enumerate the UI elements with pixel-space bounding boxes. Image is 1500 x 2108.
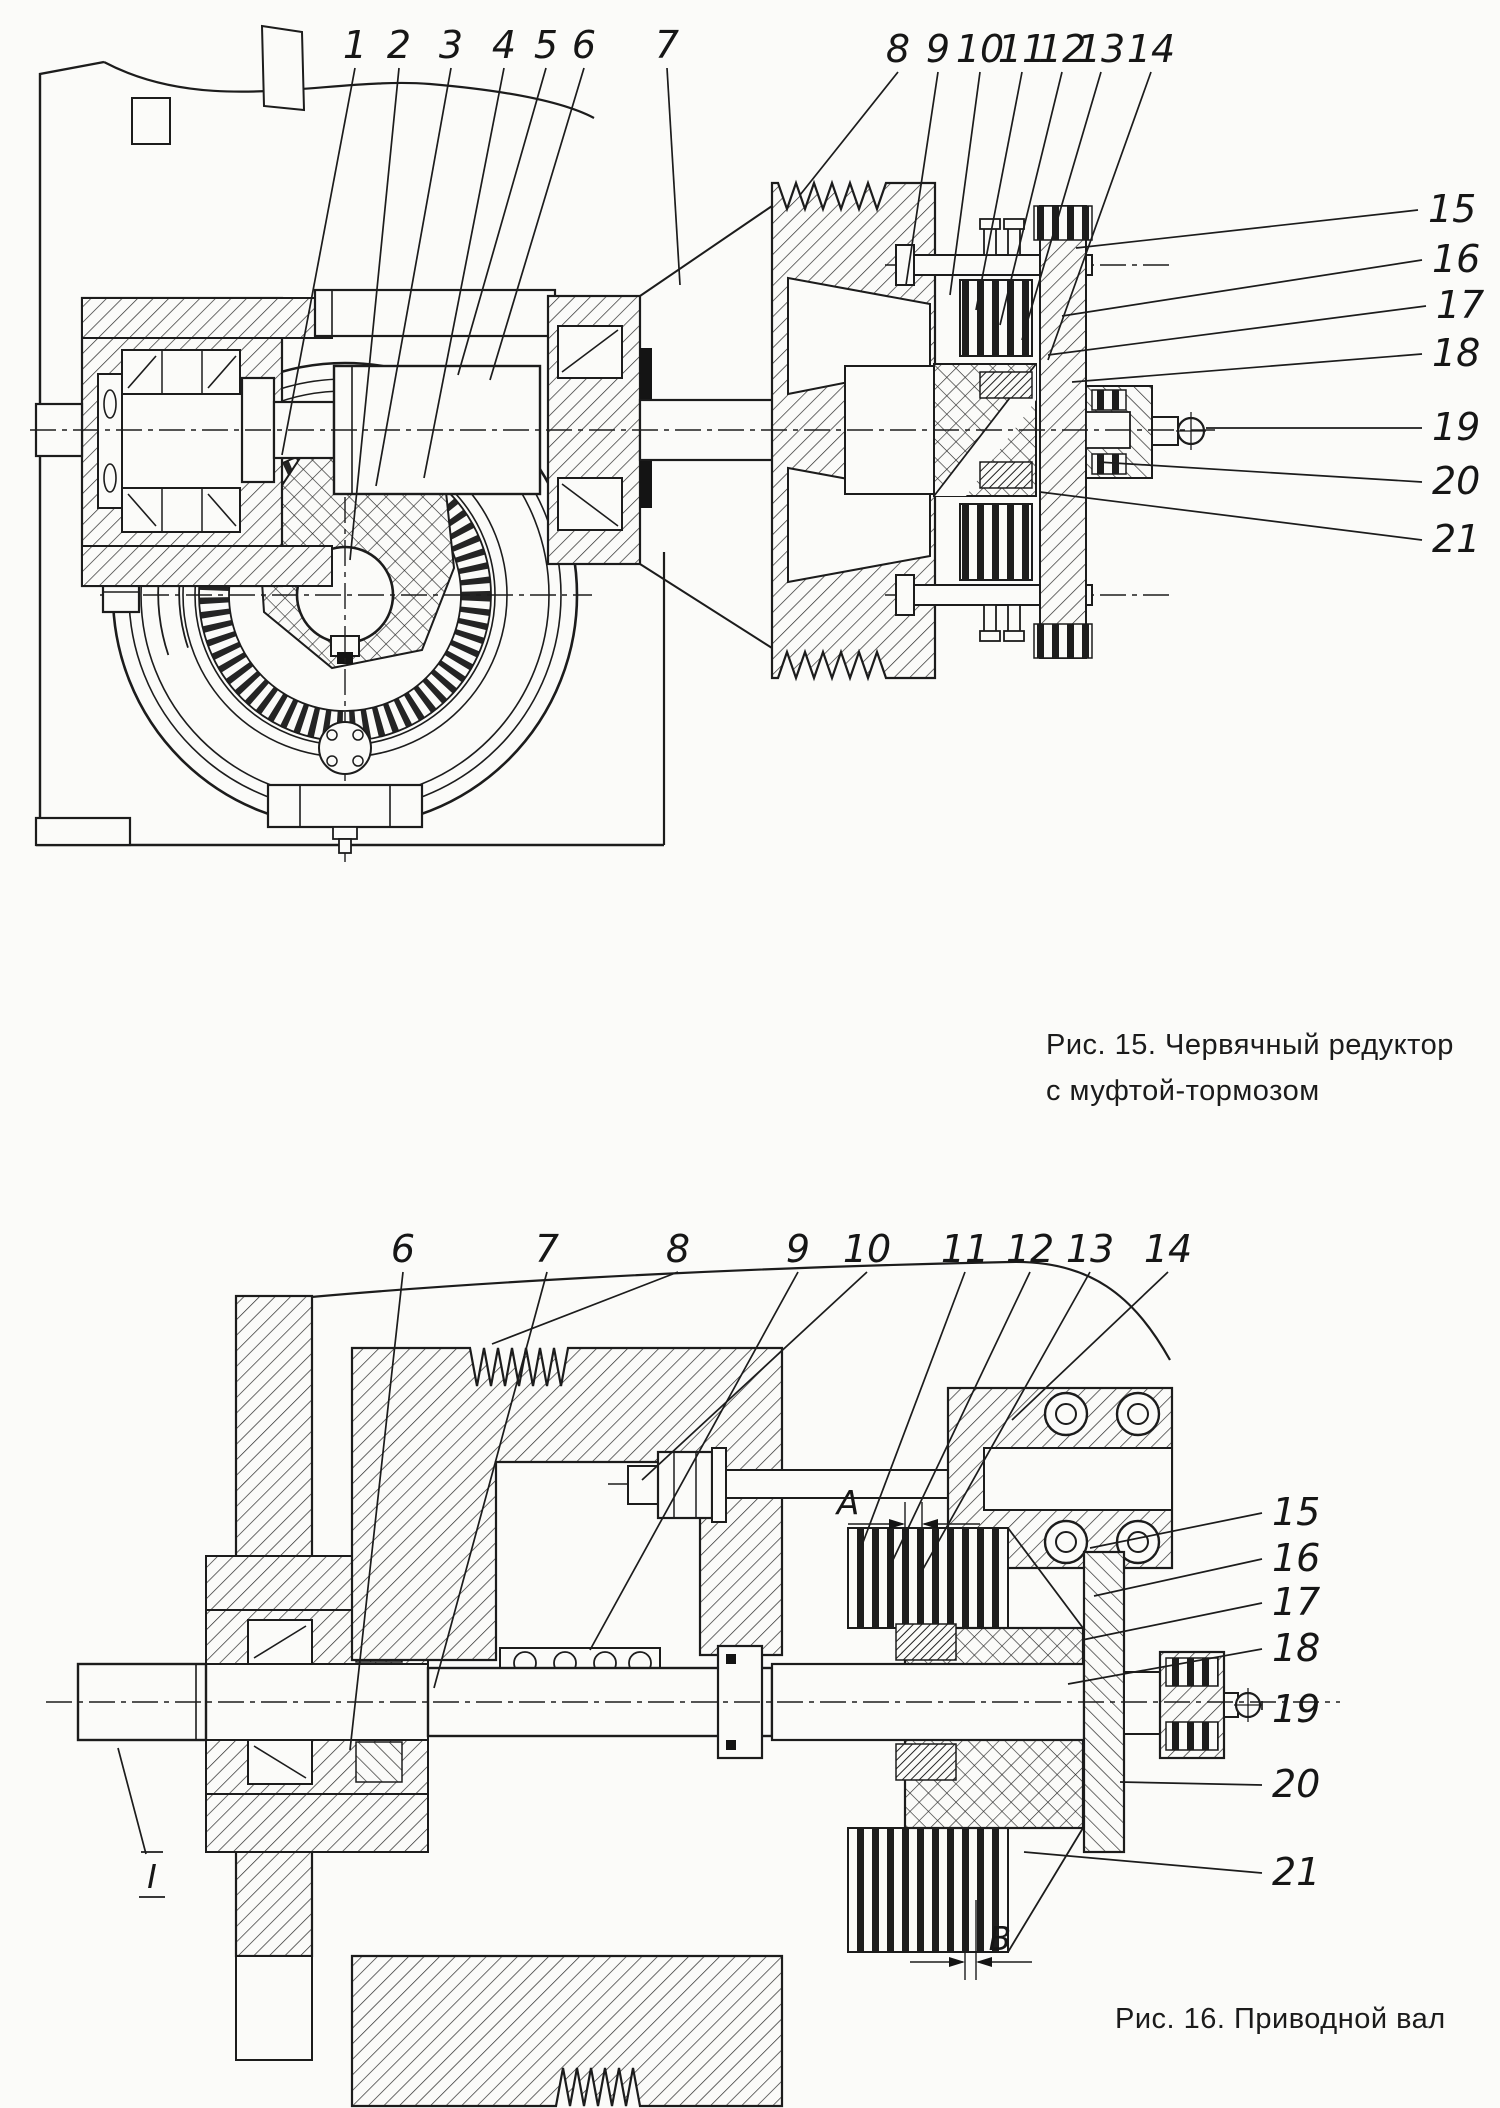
- callout-15: 15: [1272, 1490, 1321, 1534]
- fig15-caption-line2: с муфтой-тормозом: [1046, 1075, 1320, 1107]
- callout-8: 8: [885, 27, 911, 71]
- fig16-caption-text: Рис. 16. Приводной вал: [1115, 2003, 1446, 2035]
- callout-21: 21: [1432, 517, 1481, 561]
- callout-18: 18: [1272, 1626, 1321, 1670]
- callout-4: 4: [491, 23, 517, 67]
- clutch-pack: [772, 1528, 1124, 1952]
- callout-14: 14: [1126, 27, 1176, 71]
- callout-17: 17: [1272, 1580, 1321, 1624]
- fig15-caption-line1: Рис. 15. Червячный редуктор: [1046, 1029, 1454, 1061]
- callout-19: 19: [1272, 1687, 1321, 1731]
- callout-9: 9: [925, 27, 951, 71]
- disc-stack-lower: [848, 1828, 1008, 1952]
- disc-stack-upper: [960, 280, 1032, 356]
- leader-line-21: [1040, 492, 1422, 540]
- spring-lower: [980, 462, 1032, 488]
- callout-13: 13: [1065, 1227, 1115, 1271]
- fig15-worm-gearbox-drawing: [30, 26, 1215, 862]
- fig16-caption: [1115, 1996, 1446, 2042]
- leader-line-20: [1120, 1782, 1262, 1785]
- leader-line-8: [492, 1272, 678, 1344]
- bolt-head: [658, 1452, 712, 1518]
- callout-12: 12: [1037, 27, 1087, 71]
- callout-11: 11: [997, 27, 1047, 71]
- shaft-end-cap: [1124, 1652, 1262, 1758]
- callout-6: 6: [571, 23, 597, 67]
- letter-А: А: [836, 1483, 860, 1522]
- fig16-drive-shaft-drawing: [46, 1262, 1340, 2106]
- flange-plug: [319, 722, 371, 774]
- callout-18: 18: [1432, 331, 1481, 375]
- callout-10: 10: [842, 1227, 892, 1271]
- callout-7: 7: [534, 1227, 560, 1271]
- callout-20: 20: [1432, 459, 1481, 503]
- letter-В: В: [988, 1919, 1012, 1958]
- disc-stack-lower: [960, 504, 1032, 580]
- leader-line-18: [1072, 354, 1422, 382]
- body-outline-curve: [238, 1262, 1170, 1360]
- leader-line-21: [1024, 1852, 1262, 1873]
- callout-21: 21: [1272, 1850, 1321, 1894]
- fig15-caption: [1046, 1022, 1454, 1114]
- callout-13: 13: [1076, 27, 1126, 71]
- spring-upper: [896, 1624, 956, 1660]
- spring-upper: [980, 372, 1032, 398]
- callout-5: 5: [533, 23, 559, 67]
- callout-10: 10: [955, 27, 1005, 71]
- leader-line-7: [667, 68, 680, 285]
- callout-7: 7: [654, 23, 680, 67]
- callout-2: 2: [386, 23, 412, 67]
- spring-lower: [896, 1744, 956, 1780]
- callout-1: 1: [342, 23, 368, 67]
- callout-14: 14: [1143, 1227, 1193, 1271]
- callout-16: 16: [1272, 1536, 1321, 1580]
- letter-I: I: [147, 1857, 157, 1896]
- leader-line-8: [800, 72, 898, 195]
- callout-15: 15: [1428, 187, 1477, 231]
- callout-6: 6: [390, 1227, 416, 1271]
- leader-line-15: [1076, 210, 1418, 248]
- letter-leader-line: [118, 1748, 146, 1854]
- finned-block-bottom: [352, 1956, 782, 2106]
- leader-line-16: [1062, 260, 1422, 316]
- disc-stack-upper: [848, 1528, 1008, 1628]
- callout-11: 11: [940, 1227, 990, 1271]
- callout-8: 8: [665, 1227, 691, 1271]
- callout-12: 12: [1005, 1227, 1055, 1271]
- callout-9: 9: [785, 1227, 811, 1271]
- top-cover-plate: [315, 290, 555, 336]
- callout-3: 3: [438, 23, 464, 67]
- base-plate: [268, 785, 422, 827]
- callout-19: 19: [1432, 405, 1481, 449]
- leader-line-17: [1048, 306, 1426, 355]
- callout-16: 16: [1432, 237, 1481, 281]
- callout-17: 17: [1436, 283, 1485, 327]
- callout-20: 20: [1272, 1762, 1321, 1806]
